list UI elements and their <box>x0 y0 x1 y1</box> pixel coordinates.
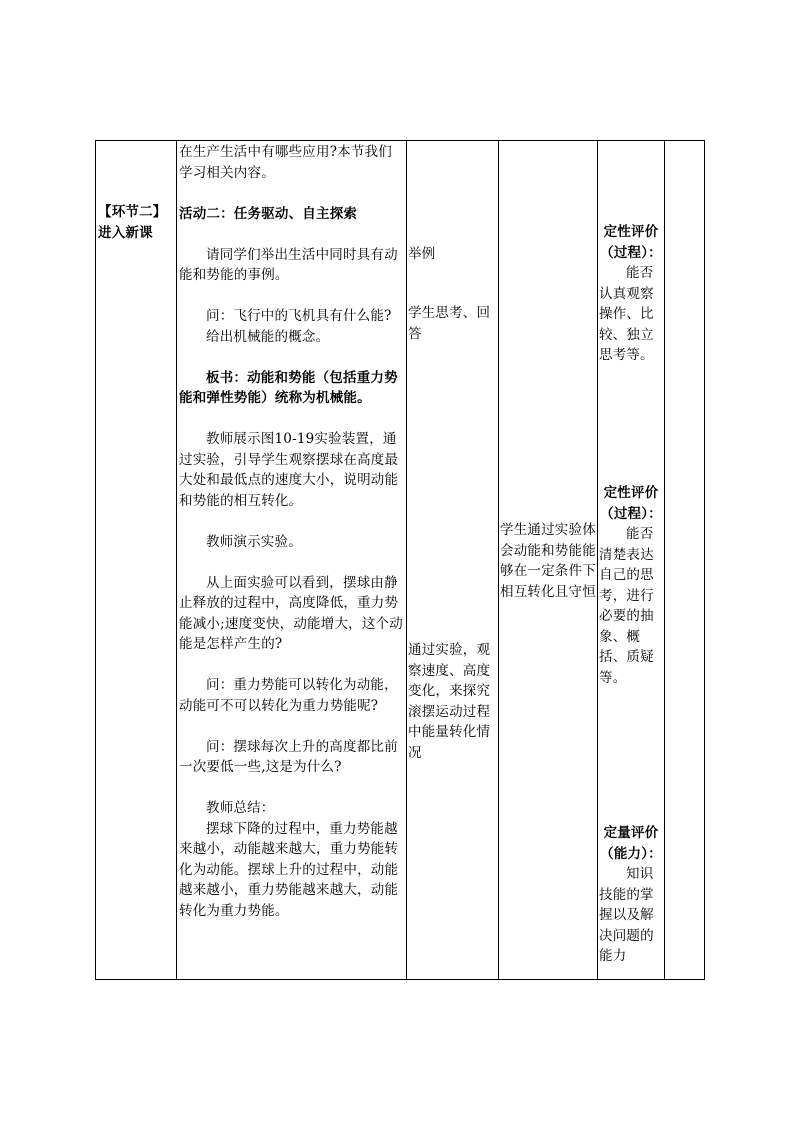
activity-paragraph: 问：重力势能可以转化为动能，动能可不可以转化为重力势能呢? <box>179 677 398 714</box>
activity-paragraph: 问：摆球每次上升的高度都比前一次要低一些,这是为什么? <box>179 738 398 775</box>
lesson-plan-table <box>95 140 705 980</box>
evaluation-3 <box>599 823 663 967</box>
intro-text: 在生产生活中有哪些应用?本节我们学习相关内容。 <box>179 144 392 181</box>
activity-paragraph: 问：飞行中的飞机具有什么能? <box>206 308 392 324</box>
activity-paragraph: 教师演示实验。 <box>206 533 302 550</box>
column-divider <box>664 141 665 979</box>
activity-paragraph: 从上面实验可以看到，摆球由静止释放的过程中，高度降低，重力势能减小;速度变快，动能增大，这个动能是怎样产生的? <box>179 574 403 652</box>
student-activity-3: 通过实验，观察速度、高度变化，来探究滚摆运动过程中能量转化情况 <box>408 642 491 761</box>
evaluation-1 <box>599 222 663 366</box>
column-divider <box>176 141 177 979</box>
column-divider <box>498 141 499 979</box>
student-activity-1: 举例 <box>408 246 436 262</box>
evaluation-2 <box>599 483 663 688</box>
teacher-activity-column <box>179 142 405 921</box>
design-intent: 学生通过实验体会动能和势能能够在一定条件下相互转化且守恒 <box>500 522 596 600</box>
evaluation-body: 能否认真观察操作、比较、独立思考等。 <box>599 265 654 363</box>
column-divider <box>597 141 598 979</box>
stage-label <box>98 202 176 243</box>
activity-paragraph: 给出机械能的概念。 <box>206 328 330 345</box>
evaluation-title: 定性评价（过程）： <box>600 224 662 261</box>
stage-label-line1: 【环节二】 <box>98 204 167 220</box>
activity-paragraph: 请同学们举出生活中同时具有动能和势能的事例。 <box>179 246 398 283</box>
activity-heading: 活动二：任务驱动、自主探索 <box>179 205 358 222</box>
student-activity-2: 学生思考、回答 <box>408 305 491 342</box>
stage-label-line2: 进入新课 <box>98 224 153 241</box>
evaluation-title: 定性评价（过程）： <box>600 485 662 522</box>
evaluation-body: 能否清楚表达自己的思考，进行必要的抽象、概括、质疑等。 <box>599 526 654 686</box>
activity-paragraph: 摆球下降的过程中，重力势能越来越小，动能越来越大，重力势能转化为动能。摆球上升的过程中，动能越来越小，重力势能越来越大，动能转化为重力势能。 <box>179 820 399 919</box>
evaluation-title: 定量评价（能力）： <box>600 825 662 862</box>
evaluation-body: 知识技能的掌握以及解决问题的能力 <box>599 866 654 964</box>
column-divider <box>406 141 407 979</box>
activity-paragraph: 教师总结： <box>206 800 275 816</box>
blackboard-note: 板书：动能和势能（包括重力势能和弹性势能）统称为机械能。 <box>179 369 398 406</box>
activity-paragraph: 教师展示图10-19实验装置，通过实验，引导学生观察摆球在高度最大处和最低点的速度大小，说明动能和势能的相互转化。 <box>179 431 399 509</box>
